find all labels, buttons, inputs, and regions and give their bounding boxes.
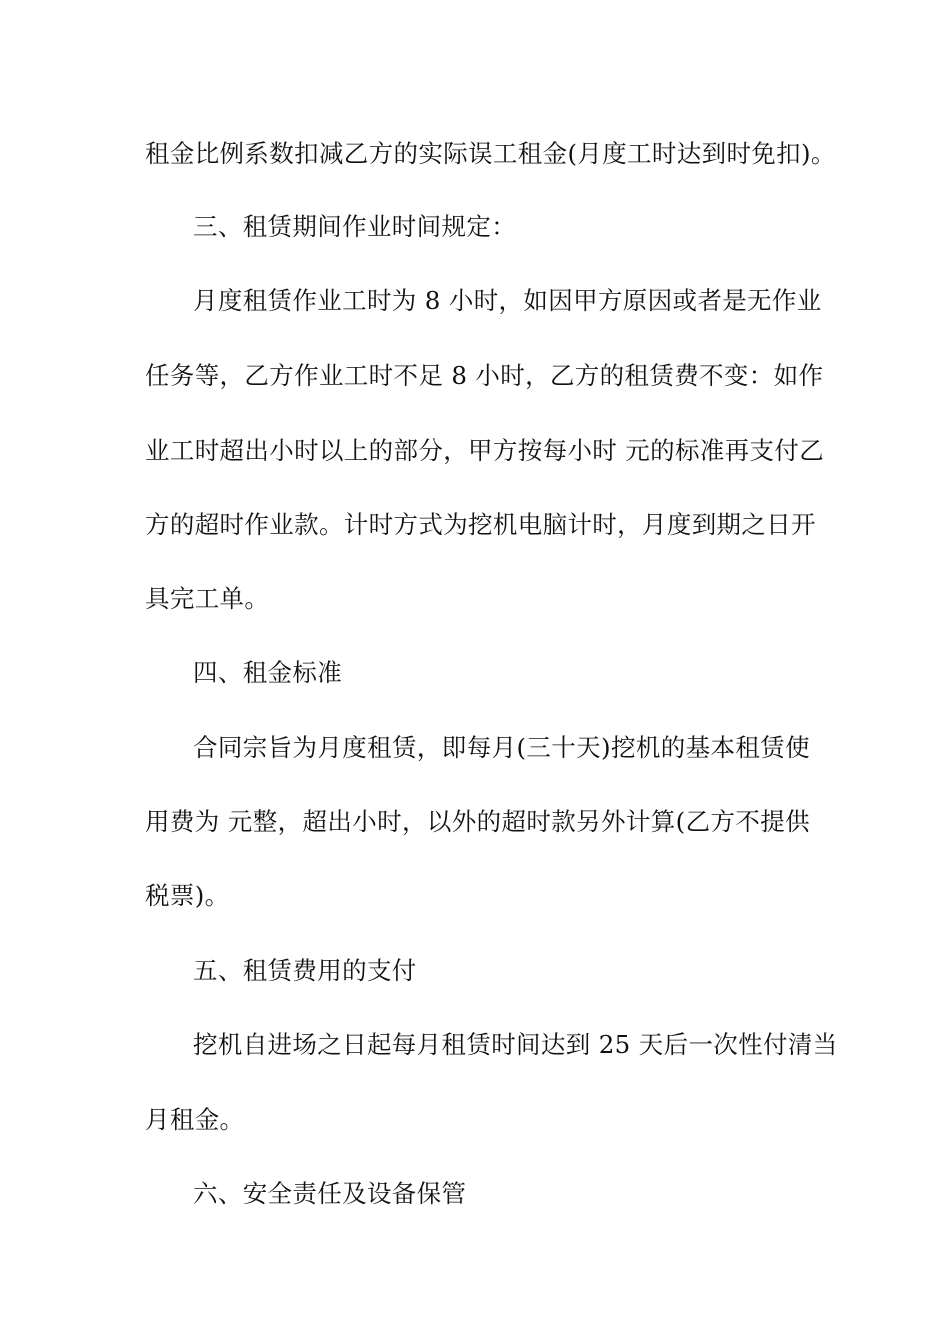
paragraph-line: 方的超时作业款。计时方式为挖机电脑计时，月度到期之日开: [145, 510, 816, 539]
paragraph-line: 租金比例系数扣减乙方的实际误工租金(月度工时达到时免扣)。: [145, 139, 836, 168]
section-heading: 六、安全责任及设备保管: [193, 1179, 467, 1208]
paragraph-line: 月租金。: [145, 1105, 245, 1134]
paragraph-line: 月度租赁作业工时为 8 小时，如因甲方原因或者是无作业: [193, 286, 822, 315]
paragraph-line: 业工时超出小时以上的部分，甲方按每小时 元的标准再支付乙: [145, 436, 825, 465]
section-heading: 五、租赁费用的支付: [193, 956, 417, 985]
paragraph-line: 任务等，乙方作业工时不足 8 小时，乙方的租赁费不变：如作: [145, 361, 824, 390]
paragraph-line: 税票)。: [145, 881, 230, 910]
paragraph-line: 用费为 元整，超出小时，以外的超时款另外计算(乙方不提供: [145, 807, 810, 836]
paragraph-line: 挖机自进场之日起每月租赁时间达到 25 天后一次性付清当: [193, 1030, 838, 1059]
paragraph-line: 合同宗旨为月度租赁，即每月(三十天)挖机的基本租赁使: [193, 733, 810, 762]
paragraph-line: 具完工单。: [145, 584, 270, 613]
section-heading: 四、租金标准: [193, 658, 343, 687]
section-heading: 三、租赁期间作业时间规定：: [193, 212, 517, 241]
